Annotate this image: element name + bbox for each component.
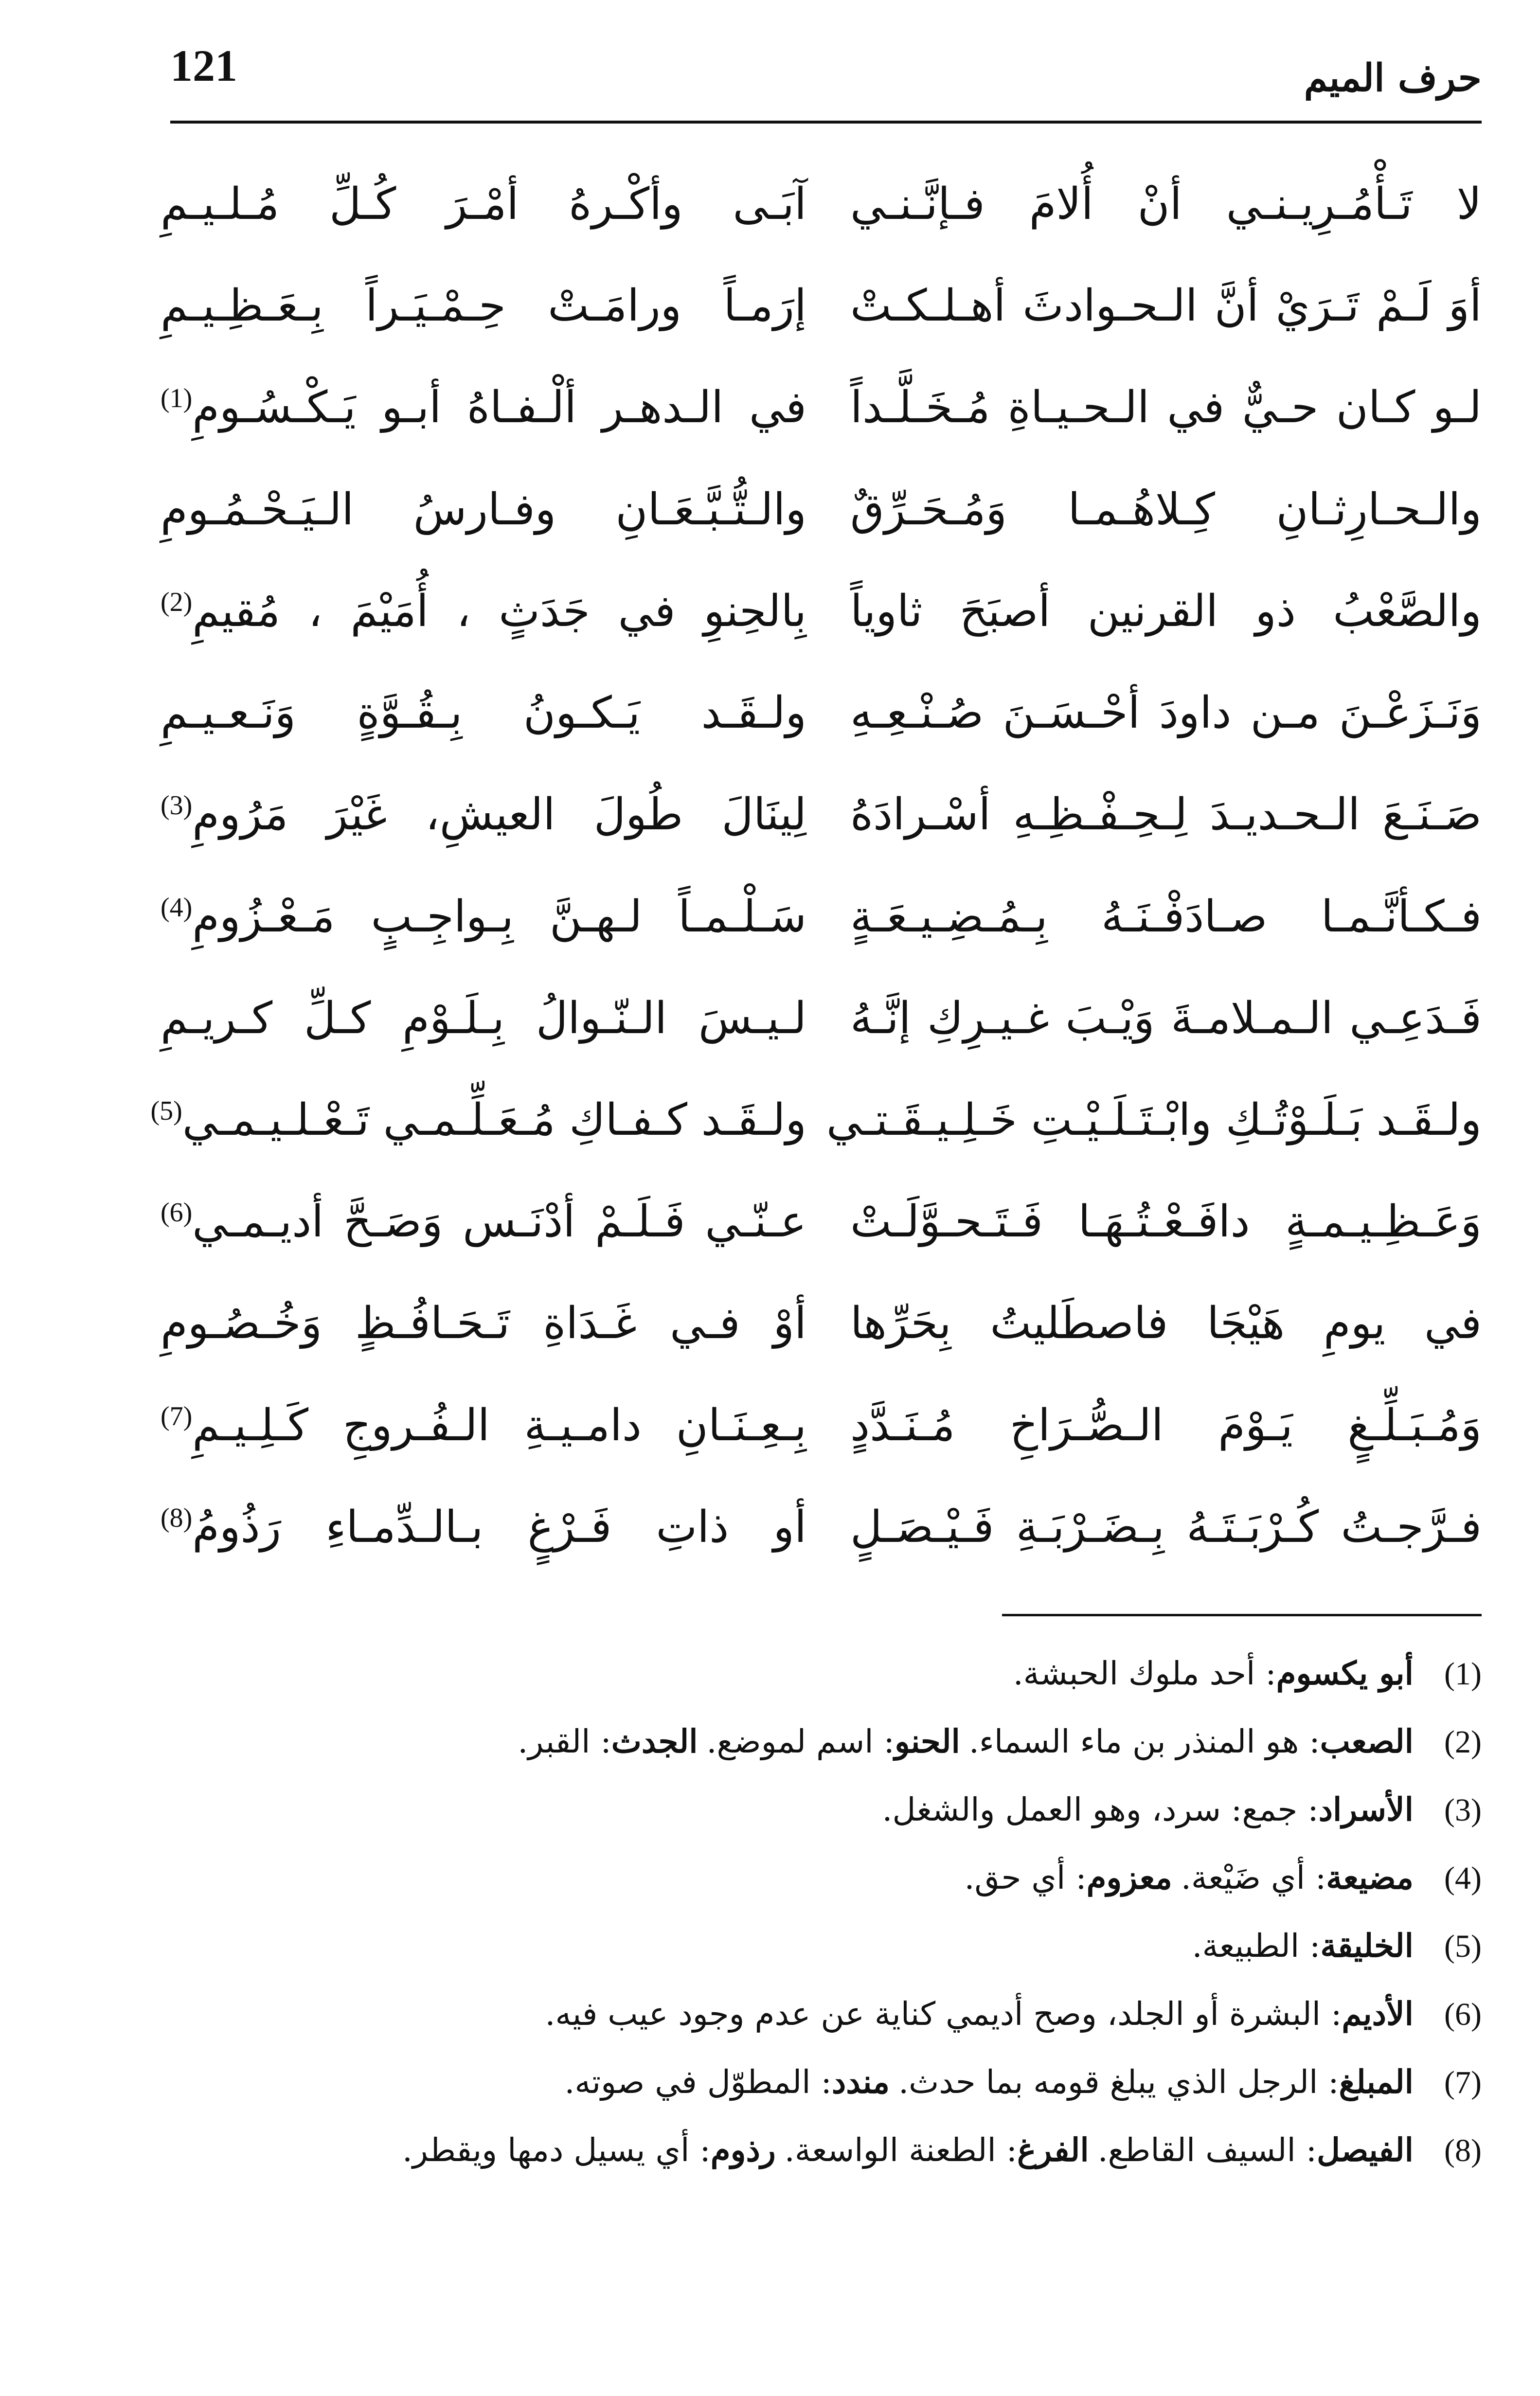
footnote (146, 2048, 1482, 2116)
verse-second-hemistich (161, 161, 821, 248)
footnote-gloss: : الرجل الذي يبلغ قومه بما حدث. (898, 2063, 1339, 2101)
verse-second-hemistich: لِينَالَ طُولَ العيشِ، غَيْرَ مَرُومِ(3) (161, 789, 806, 840)
footnote (146, 1775, 1482, 1843)
poem-verses (150, 161, 1482, 1571)
footnote-term: مضيعة (1326, 1859, 1414, 1896)
verse-second-hemistich (161, 975, 821, 1062)
verse-second-hemistich (161, 669, 821, 757)
page-number: 121 (170, 41, 237, 90)
verse-row (161, 1484, 1482, 1571)
footnote-term: أبو يكسوم (1276, 1654, 1414, 1692)
footnote-term: رذوم (710, 2131, 776, 2169)
verse-second-text: بِـعِـنَـانِ دامـيـةِ الـفُـروجِ كَـلِـيـمِ (192, 1399, 806, 1451)
footnote (146, 1707, 1482, 1775)
footnote-gloss: : الطعنة الواسعة. (784, 2131, 1018, 2169)
verse-row (161, 669, 1482, 757)
verse-first-hemistich: وَنَـزَعْـنَ مـن داودَ أحْـسَـنَ صُـنْـعِـهِ (850, 687, 1482, 739)
verse-second-text: لِينَالَ طُولَ العيشِ، غَيْرَ مَرُومِ (192, 789, 806, 840)
verse-second-text: آبَـى وأكْـرهُ أمْـرَ كُـلِّ مُـلـيـمِ (161, 179, 806, 230)
verse-row (161, 771, 1482, 858)
footnote (146, 1980, 1482, 2048)
footnote (146, 2116, 1482, 2184)
verse-second-text: ولـقَـد يَـكـونُ بِـقُـوَّةٍ وَنَـعـيـمِ (161, 687, 806, 739)
verse-second-text: لـيـسَ الـنّـوالُ بِـلَـوْمِ كـلِّ كـريـمِ (161, 992, 806, 1044)
chapter-title: حرف الميم (1304, 56, 1482, 100)
footnote-number: (3) (1444, 1792, 1482, 1828)
verse-second-text: سَـلْـمـاً لـهـنَّ بِـواجِـبٍ مَـعْـزُومِ (192, 891, 806, 942)
verse-row (161, 466, 1482, 554)
verse-second-hemistich: ولـقَـد كـفـاكِ مُـعَـلِّـمـي تَـعْـلـيـمـي(5) (150, 1094, 806, 1145)
verse-row (161, 568, 1482, 655)
verse-second-text: أو ذاتِ فَـرْغٍ بـالـدِّمـاءِ رَذُومُ (192, 1501, 806, 1553)
footnote-text (1013, 1639, 1414, 1708)
verse-row (161, 1382, 1482, 1469)
footnote-term: الفيصل (1317, 2131, 1414, 2169)
footnote-text (545, 1980, 1414, 2048)
footnote-term: الفرغ (1017, 2131, 1089, 2169)
footnote-text (882, 1775, 1414, 1844)
verse-second-text: والـتُّـبَّـعَـانِ وفـارسُ الـيَـحْـمُـومِ (161, 483, 806, 535)
verse-first-hemistich: فـرَّجـتُ كُـرْبَـتَـهُ بِـضَـرْبَـةِ فَـيْـصَـلٍ (850, 1501, 1482, 1553)
footnote-number: (6) (1444, 1997, 1482, 2032)
footnote-gloss: : أي ضَيْعة. (1181, 1859, 1326, 1896)
verse-first-hemistich: أوَ لَـمْ تَـرَيْ أنَّ الـحـوادثَ أهـلـكـتْ (850, 280, 1482, 332)
verse-second-hemistich: بِـعِـنَـانِ دامـيـةِ الـفُـروجِ كَـلِـيـمِ(7) (161, 1399, 806, 1451)
verse-row (150, 1076, 1482, 1164)
footnote-term: المبلغ (1339, 2063, 1414, 2101)
footnote-number: (5) (1444, 1929, 1482, 1964)
verse-first-hemistich: ولـقَـد بَـلَـوْتُـكِ وابْـتَـلَـيْـتِ خَـلِـيـقَـتـي (826, 1094, 1482, 1145)
verse-first-hemistich: وَعَـظِـيـمـةٍ دافَـعْـتُـهَـا فَـتَـحـوَّلَـتْ (850, 1196, 1482, 1248)
footnote-separator (1002, 1614, 1482, 1616)
footnote-gloss: : اسم لموضع. (706, 1723, 895, 1760)
verse-second-text: إرَمـاً ورامَـتْ حِـمْـيَـراً بِـعَـظِـيـمِ (161, 280, 806, 332)
footnote-text (1192, 1912, 1414, 1980)
footnote-term: الأسراد (1318, 1790, 1414, 1828)
verse-first-hemistich: في يومِ هَيْجَا فاصطَليتُ بِحَرِّها (850, 1298, 1482, 1349)
footnote-term: الصعب (1320, 1722, 1414, 1760)
verse-second-hemistich: بِالحِنوِ في جَدَثٍ ، أُمَيْمَ ، مُقيمِ(2) (161, 585, 806, 637)
footnote-term: مندد (831, 2063, 890, 2101)
verse-first-hemistich: فَـدَعِـي الـمـلامـةَ وَيْـبَ غـيـرِكِ إنَّـهُ (850, 992, 1482, 1044)
footnotes (146, 1639, 1482, 2184)
footnote (146, 1843, 1482, 1912)
verse-second-text: في الـدهـر ألْـفـاهُ أبـو يَـكْـسُـومِ (192, 382, 806, 433)
verse-first-hemistich: صَـنَـعَ الـحـديـدَ لِـحِـفْـظِـهِ أسْـرادَهُ (850, 789, 1482, 840)
footnote-gloss: : جمع: سرد، وهو العمل والشغل. (882, 1791, 1319, 1828)
verse-row (161, 364, 1482, 451)
verse-second-hemistich (161, 262, 821, 350)
footnote-number: (2) (1444, 1724, 1482, 1760)
footnote-number: (4) (1444, 1860, 1482, 1896)
footnote-term: الأديم (1342, 1995, 1414, 2033)
footnote-gloss: : أي يسيل دمها ويقطر. (402, 2131, 711, 2169)
footnote-gloss: : البشرة أو الجلد، وصح أديمي كناية عن عدم وجود عيب فيه. (545, 1995, 1342, 2033)
footnote-gloss: : الطبيعة. (1192, 1927, 1321, 1965)
verse-second-text: عـنّـي فَـلَـمْ أدْنَـس وَصَـحَّ أديـمـي (192, 1196, 806, 1248)
footnote-text (965, 1843, 1414, 1912)
footnote-text (564, 2048, 1414, 2116)
footnote (146, 1639, 1482, 1707)
footnote-gloss: : المطوّل في صوته. (564, 2063, 832, 2101)
footnote-text (402, 2116, 1414, 2184)
header-rule (170, 121, 1482, 124)
footnote-term: الخليقة (1320, 1927, 1414, 1965)
verse-row (161, 161, 1482, 248)
verse-second-hemistich (161, 466, 821, 554)
verse-row (161, 975, 1482, 1062)
footnote-number: (1) (1444, 1656, 1482, 1692)
verse-first-hemistich: وَمُـبَـلِّـغٍ يَـوْمَ الـصُّـرَاخِ مُـنَـدَّدٍ (850, 1399, 1482, 1451)
footnote-term: معزوم (1086, 1859, 1172, 1896)
verse-row (161, 1178, 1482, 1266)
verse-second-hemistich: عـنّـي فَـلَـمْ أدْنَـس وَصَـحَّ أديـمـي(6) (161, 1196, 806, 1248)
footnote-gloss: : أحد ملوك الحبشة. (1013, 1655, 1276, 1692)
verse-row (161, 873, 1482, 961)
verse-second-hemistich: أو ذاتِ فَـرْغٍ بـالـدِّمـاءِ رَذُومُ(8) (161, 1501, 806, 1553)
verse-row (161, 262, 1482, 350)
footnote-gloss: : السيف القاطع. (1097, 2131, 1317, 2169)
footnote-text (518, 1707, 1414, 1776)
verse-first-hemistich: والصَّعْبُ ذو القرنين أصبَحَ ثاوياً (850, 585, 1482, 637)
verse-second-text: بِالحِنوِ في جَدَثٍ ، أُمَيْمَ ، مُقيمِ (192, 585, 806, 637)
footnote-gloss: : هو المنذر بن ماء السماء. (968, 1723, 1320, 1760)
footnote-number: (7) (1444, 2065, 1482, 2100)
verse-second-hemistich (161, 1280, 821, 1367)
footnote-term: الجدث (611, 1722, 698, 1760)
verse-second-hemistich: في الـدهـر ألْـفـاهُ أبـو يَـكْـسُـومِ(1) (161, 382, 806, 433)
verse-second-text: أوْ فـي غَـدَاةِ تَـحَـافُـظٍ وَخُـصُـومِ (161, 1298, 806, 1349)
verse-second-text: ولـقَـد كـفـاكِ مُـعَـلِّـمـي تَـعْـلـيـمـي (182, 1094, 806, 1145)
verse-first-hemistich: لا تَـأْمُـرِيـنـي أنْ أُلامَ فـإنَّـنـي (850, 179, 1482, 230)
verse-second-hemistich: سَـلْـمـاً لـهـنَّ بِـواجِـبٍ مَـعْـزُومِ(4) (161, 891, 806, 942)
footnote-term: الحنو (894, 1722, 960, 1760)
verse-first-hemistich: لـو كـان حـيٌّ في الـحـيـاةِ مُـخَـلَّـداً (850, 382, 1482, 433)
verse-first-hemistich: فـكـأنَّـمـا صـادَفْـنَـهُ بِـمُـضِـيـعَـةٍ (850, 891, 1482, 942)
footnote-number: (8) (1444, 2133, 1482, 2168)
footnote (146, 1912, 1482, 1980)
footnote-gloss: : القبر. (518, 1723, 611, 1760)
footnote-gloss: : أي حق. (964, 1859, 1087, 1896)
verse-first-hemistich: والـحـارِثـانِ كِـلاهُـمـا وَمُـحَـرِّقٌ (850, 483, 1482, 535)
verse-row (161, 1280, 1482, 1367)
